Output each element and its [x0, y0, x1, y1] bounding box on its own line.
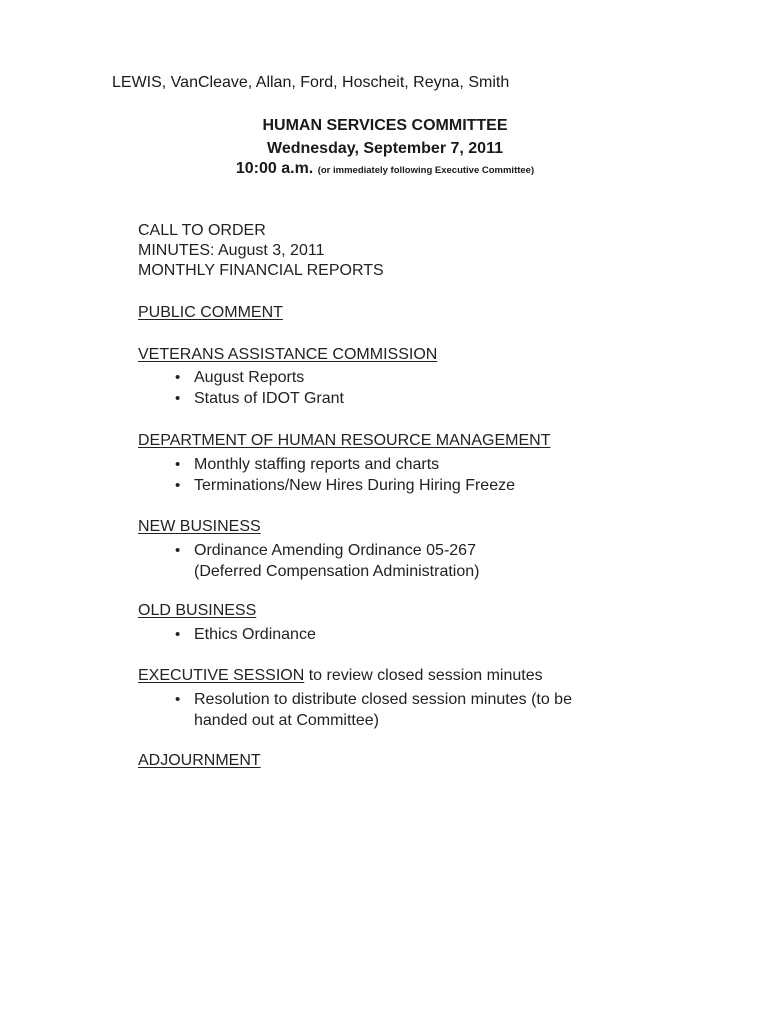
old-business-heading: OLD BUSINESS: [138, 602, 257, 619]
meeting-time-note: (or immediately following Executive Committee): [317, 165, 535, 176]
hrm-list: [167, 454, 515, 496]
hrm-heading: DEPARTMENT OF HUMAN RESOURCE MANAGEMENT: [138, 432, 551, 449]
minutes-item: MINUTES: August 3, 2011: [138, 242, 325, 259]
new-business-heading: NEW BUSINESS: [138, 518, 261, 535]
list-item: • Terminations/New Hires During Hiring Freeze: [167, 475, 515, 496]
veterans-list: [167, 367, 344, 409]
executive-session-suffix: to review closed session minutes: [304, 667, 543, 684]
list-item: • August Reports: [167, 367, 344, 388]
list-item: • Status of IDOT Grant: [167, 388, 344, 409]
list-item: • Monthly staffing reports and charts: [167, 454, 515, 475]
old-business-list: [167, 624, 316, 645]
executive-session-line: [138, 667, 543, 685]
new-business-list: [167, 540, 479, 582]
list-item: [167, 689, 572, 731]
list-item-line: Resolution to distribute closed session minutes (to be: [194, 691, 572, 708]
list-item-line: handed out at Committee): [194, 712, 379, 729]
list-item: • Ethics Ordinance: [167, 624, 316, 645]
executive-session-heading: EXECUTIVE SESSION: [138, 667, 305, 684]
veterans-heading: VETERANS ASSISTANCE COMMISSION: [138, 346, 438, 363]
committee-members: LEWIS, VanCleave, Allan, Ford, Hoscheit, Reyna, Smith: [112, 74, 510, 91]
meeting-time: [0, 160, 770, 178]
public-comment-heading: PUBLIC COMMENT: [138, 304, 283, 321]
financial-reports-item: MONTHLY FINANCIAL REPORTS: [138, 262, 384, 279]
list-item-line: Ordinance Amending Ordinance 05-267: [194, 542, 476, 559]
list-item-line: (Deferred Compensation Administration): [194, 563, 480, 580]
adjournment-heading: ADJOURNMENT: [138, 752, 261, 769]
call-to-order: CALL TO ORDER: [138, 222, 266, 239]
executive-session-list: [167, 689, 572, 731]
list-item: [167, 540, 479, 582]
meeting-date: Wednesday, September 7, 2011: [267, 140, 503, 157]
meeting-time-value: 10:00 a.m.: [235, 160, 314, 177]
committee-title: HUMAN SERVICES COMMITTEE: [262, 117, 508, 134]
